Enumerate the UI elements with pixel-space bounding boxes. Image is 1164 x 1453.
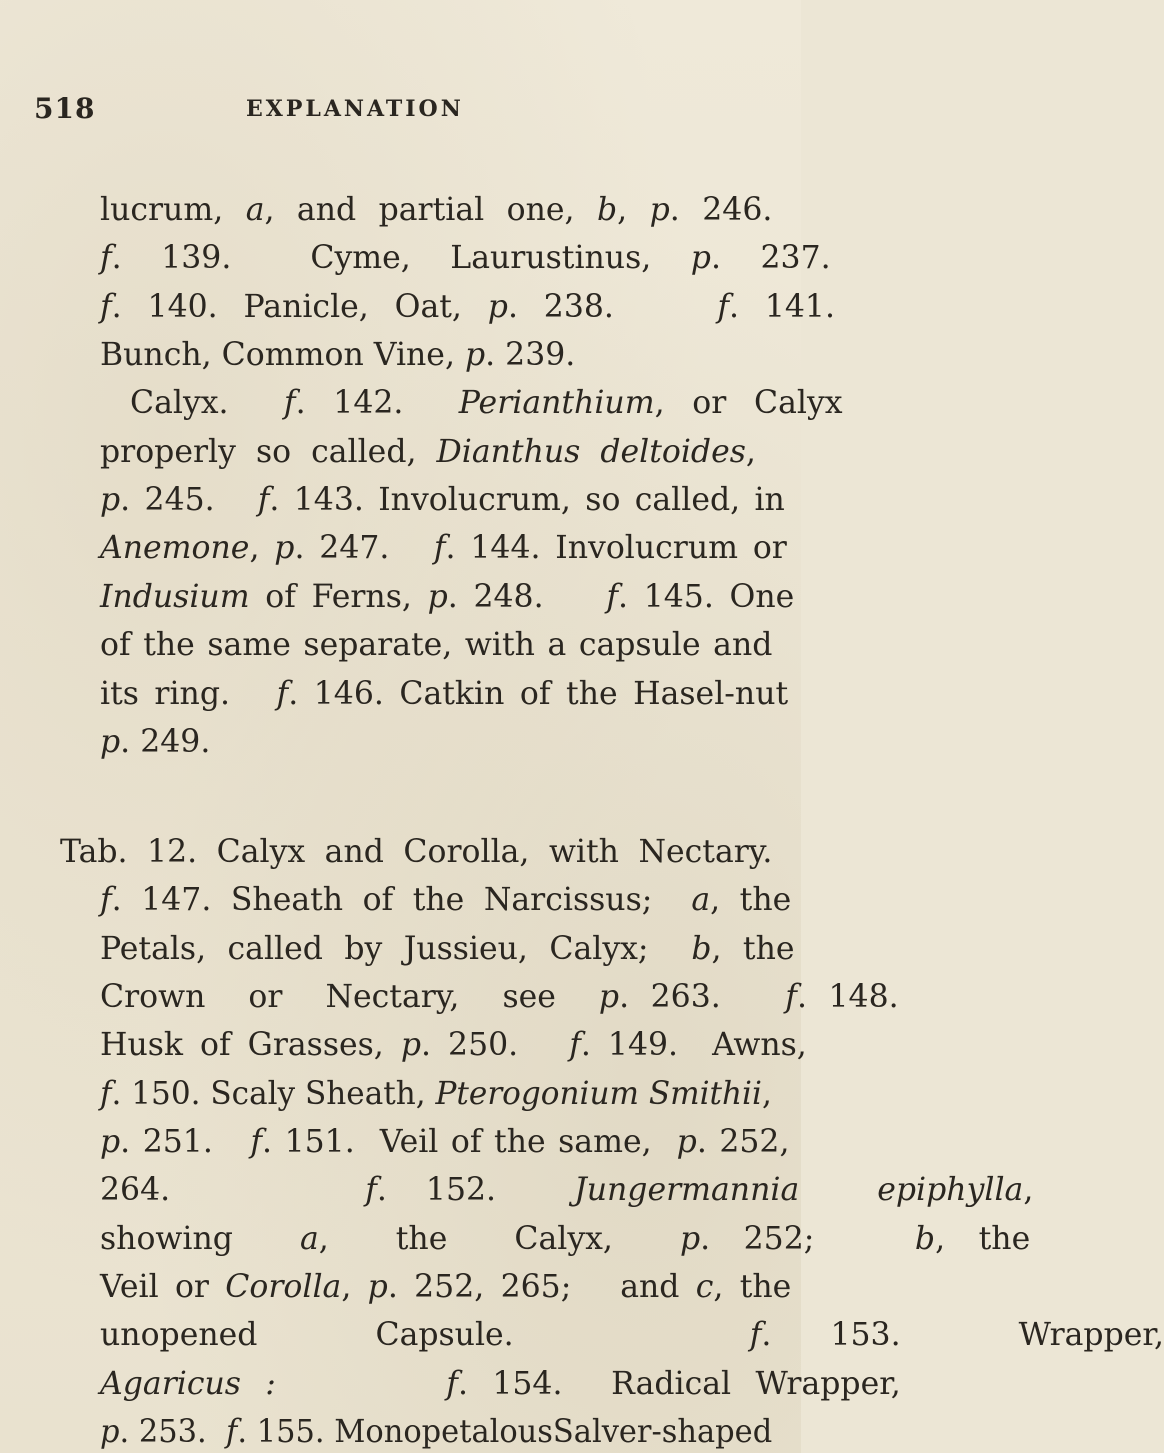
italic-text: f <box>433 530 446 566</box>
italic-text: f <box>446 1366 458 1402</box>
text-run: lucrum, <box>100 192 246 228</box>
text-run: . 237. <box>710 240 831 276</box>
text-run: . 252, 265; and <box>387 1269 696 1305</box>
text-run: unopened Capsule. <box>100 1317 750 1353</box>
text-line <box>100 530 787 566</box>
italic-text: p <box>367 1269 388 1305</box>
italic-text: p <box>100 724 121 760</box>
text-line <box>100 1366 901 1402</box>
text-run: Crown or Nectary, see <box>100 979 599 1015</box>
italic-text: a <box>299 1221 319 1257</box>
text-run: its ring. <box>100 676 277 712</box>
italic-text: f <box>100 289 112 325</box>
italic-text: p <box>464 337 486 373</box>
text-run: . 142. <box>295 385 459 421</box>
text-run: . 253. <box>119 1414 227 1450</box>
text-run: , <box>1023 1172 1034 1208</box>
italic-text: p <box>400 1027 421 1063</box>
text-run: , the <box>711 931 795 967</box>
italic-text: p <box>598 979 620 1015</box>
text-line <box>60 834 773 870</box>
italic-text: p <box>676 1124 697 1160</box>
text-run: . 146. Catkin of the Hasel-nut <box>288 676 789 712</box>
text-line <box>100 1414 773 1450</box>
text-run: , <box>617 192 650 228</box>
italic-text: f <box>100 882 112 918</box>
text-line <box>100 931 795 967</box>
italic-text: f <box>717 289 729 325</box>
text-run: . 252, <box>696 1124 790 1160</box>
italic-text: f <box>785 979 797 1015</box>
text-run: . 152. <box>376 1172 575 1208</box>
text-run: . 140. Panicle, Oat, <box>111 289 488 325</box>
italic-text: p <box>690 240 711 276</box>
text-run: of the same separate, with a capsule and <box>100 627 773 663</box>
text-line <box>100 240 831 276</box>
text-run: . 139. Cyme, Laurustinus, <box>111 240 691 276</box>
text-run: . 141. <box>728 289 835 325</box>
text-run: Calyx. <box>130 385 284 421</box>
text-run: , the <box>713 1269 792 1305</box>
text-line <box>100 979 899 1015</box>
italic-text: p <box>427 579 448 615</box>
italic-text: p <box>100 482 121 518</box>
italic-text: f <box>100 1076 112 1112</box>
text-run: , the Calyx, <box>318 1221 680 1257</box>
page-header <box>34 92 767 132</box>
italic-text: Jungermannia epiphylla <box>574 1172 1024 1208</box>
italic-text: f <box>276 676 289 712</box>
italic-text: f <box>606 579 618 615</box>
text-run: . 144. Involucrum or <box>445 530 787 566</box>
italic-text: b <box>691 931 712 967</box>
text-run: . 143. Involucrum, so called, in <box>269 482 785 518</box>
text-line <box>100 482 785 518</box>
italic-text: p <box>487 289 508 325</box>
text-line <box>100 1317 1164 1353</box>
text-line <box>100 289 835 325</box>
text-run: . 263. <box>619 979 786 1015</box>
page-number: 518 <box>34 92 96 125</box>
italic-text: p <box>679 1221 701 1257</box>
italic-text: Corolla <box>225 1269 342 1305</box>
text-line <box>100 724 211 760</box>
text-run: . 151. Veil of the same, <box>262 1124 677 1160</box>
italic-text: f <box>250 1124 263 1160</box>
text-line <box>100 1221 1031 1257</box>
italic-text: a <box>691 882 711 918</box>
italic-text: p <box>274 530 295 566</box>
text-run: . 154. Radical Wrapper, <box>457 1366 901 1402</box>
text-line <box>100 1172 1034 1208</box>
italic-text: b <box>596 192 618 228</box>
text-run: 264. <box>100 1172 366 1208</box>
text-run: . 148. <box>796 979 899 1015</box>
text-run: . 153. Wrapper, <box>761 1317 1164 1353</box>
text-run: , the <box>710 882 792 918</box>
italic-text: a <box>245 192 265 228</box>
italic-text: p <box>100 1124 121 1160</box>
italic-text: c <box>695 1269 714 1305</box>
text-run: . 250. <box>421 1027 570 1063</box>
italic-text: Perianthium <box>458 385 655 421</box>
text-line <box>100 1269 792 1305</box>
text-run: , <box>341 1269 368 1305</box>
text-run: , <box>745 434 756 470</box>
text-run: , <box>249 530 275 566</box>
italic-text: f <box>569 1027 581 1063</box>
text-run: showing <box>100 1221 300 1257</box>
italic-text: p <box>649 192 670 228</box>
text-run: , or Calyx <box>654 385 843 421</box>
text-line <box>100 1027 807 1063</box>
text-run: . 246. <box>669 192 773 228</box>
text-run: . 155. MonopetalousSalver-shaped <box>237 1414 773 1450</box>
text-run: . 147. Sheath of the Narcissus; <box>111 882 692 918</box>
text-run: . 150. Scaly Sheath, <box>111 1076 436 1112</box>
text-line <box>100 1124 790 1160</box>
italic-text: Pterogonium Smithii <box>435 1076 762 1112</box>
text-run: . 239. <box>485 337 576 373</box>
text-line <box>100 1076 772 1112</box>
italic-text: f <box>100 240 112 276</box>
italic-text: f <box>257 482 270 518</box>
text-run: Bunch, Common Vine, <box>100 337 465 373</box>
italic-text: f <box>365 1172 377 1208</box>
text-line <box>100 434 756 470</box>
italic-text: Indusium <box>100 579 250 615</box>
text-line <box>100 192 773 228</box>
italic-text: b <box>914 1221 936 1257</box>
italic-text: Anemone <box>100 530 250 566</box>
text-line <box>100 882 792 918</box>
running-head: EXPLANATION <box>246 96 464 122</box>
text-run: , <box>761 1076 772 1112</box>
italic-text: Agaricus : <box>100 1366 276 1402</box>
text-line <box>100 579 795 615</box>
text-run: . 145. One <box>618 579 795 615</box>
text-run: . 249. <box>120 724 211 760</box>
text-run: . 245. <box>120 482 258 518</box>
text-run: , and partial one, <box>264 192 597 228</box>
text-run: . 252; <box>700 1221 915 1257</box>
text-run: . 248. <box>447 579 607 615</box>
italic-text: Dianthus deltoides <box>436 434 746 470</box>
text-run: , the <box>935 1221 1031 1257</box>
text-run: Husk of Grasses, <box>100 1027 401 1063</box>
italic-text: f <box>749 1317 762 1353</box>
text-run: . 251. <box>120 1124 251 1160</box>
text-line <box>100 337 576 373</box>
text-run: Veil or <box>100 1269 226 1305</box>
text-run: Tab. 12. Calyx and Corolla, with Nectary. <box>60 834 773 870</box>
text-run: . 247. <box>294 530 434 566</box>
italic-text: p <box>100 1414 120 1450</box>
text-run: Petals, called by Jussieu, Calyx; <box>100 931 692 967</box>
text-line <box>100 676 789 712</box>
italic-text: f <box>226 1414 238 1450</box>
text-run <box>276 1366 446 1402</box>
italic-text: f <box>283 385 296 421</box>
text-line <box>100 627 773 663</box>
text-run: properly so called, <box>100 434 437 470</box>
text-run: . 238. <box>507 289 718 325</box>
text-line <box>130 385 843 421</box>
text-run: of Ferns, <box>249 579 428 615</box>
text-run: . 149. Awns, <box>580 1027 807 1063</box>
